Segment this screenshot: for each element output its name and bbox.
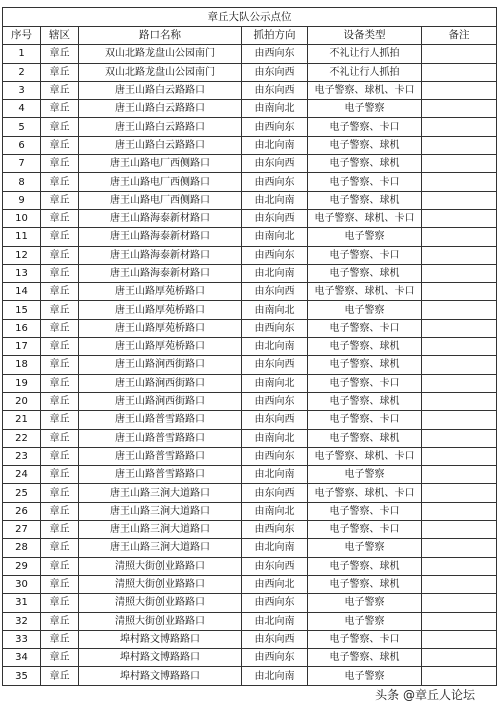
cell-intersection: 唐王山路白云路路口 xyxy=(79,81,242,99)
cell-index: 10 xyxy=(3,209,41,227)
cell-district: 章丘 xyxy=(41,100,79,118)
table-row xyxy=(3,191,497,209)
cell-remarks xyxy=(422,612,497,630)
cell-direction: 由南向北 xyxy=(242,100,308,118)
cell-remarks xyxy=(422,557,497,575)
cell-direction: 由南向北 xyxy=(242,228,308,246)
cell-index: 35 xyxy=(3,667,41,685)
cell-device-type: 电子警察 xyxy=(308,100,422,118)
cell-device-type: 电子警察、球机 xyxy=(308,649,422,667)
cell-remarks xyxy=(422,594,497,612)
cell-district: 章丘 xyxy=(41,63,79,81)
table-row xyxy=(3,466,497,484)
cell-device-type: 电子警察、卡口 xyxy=(308,411,422,429)
cell-device-type: 电子警察 xyxy=(308,228,422,246)
cell-intersection: 唐王山路海泰新材路口 xyxy=(79,209,242,227)
cell-device-type: 电子警察、卡口 xyxy=(308,173,422,191)
cell-direction: 由东向西 xyxy=(242,356,308,374)
table-title: 章丘大队公示点位 xyxy=(3,8,497,27)
cell-remarks xyxy=(422,246,497,264)
cell-index: 20 xyxy=(3,392,41,410)
table-row xyxy=(3,447,497,465)
cell-index: 13 xyxy=(3,264,41,282)
table-row xyxy=(3,612,497,630)
cell-intersection: 唐王山路白云路路口 xyxy=(79,136,242,154)
cell-district: 章丘 xyxy=(41,283,79,301)
cell-district: 章丘 xyxy=(41,338,79,356)
cell-district: 章丘 xyxy=(41,594,79,612)
cell-intersection: 埠村路文博路路口 xyxy=(79,649,242,667)
cell-device-type: 电子警察、球机、卡口 xyxy=(308,81,422,99)
cell-device-type: 电子警察、球机、卡口 xyxy=(308,484,422,502)
cell-intersection: 唐王山路普雪路路口 xyxy=(79,429,242,447)
cell-direction: 由南向北 xyxy=(242,502,308,520)
cell-direction: 由西向东 xyxy=(242,173,308,191)
cell-device-type: 电子警察、卡口 xyxy=(308,502,422,520)
cell-district: 章丘 xyxy=(41,45,79,63)
cell-remarks xyxy=(422,521,497,539)
cell-index: 21 xyxy=(3,411,41,429)
table-row xyxy=(3,630,497,648)
cell-intersection: 唐王山路海泰新材路口 xyxy=(79,228,242,246)
cell-device-type: 电子警察、球机 xyxy=(308,155,422,173)
table-row xyxy=(3,45,497,63)
table-row xyxy=(3,173,497,191)
cell-index: 9 xyxy=(3,191,41,209)
cell-direction: 由东向西 xyxy=(242,155,308,173)
cell-district: 章丘 xyxy=(41,392,79,410)
cell-remarks xyxy=(422,155,497,173)
watermark: 头条 @章丘人论坛 xyxy=(371,687,479,703)
cell-index: 7 xyxy=(3,155,41,173)
table-row xyxy=(3,374,497,392)
cell-remarks xyxy=(422,136,497,154)
cell-district: 章丘 xyxy=(41,246,79,264)
cell-intersection: 唐王山路涧西街路口 xyxy=(79,356,242,374)
header-intersection: 路口名称 xyxy=(79,27,242,45)
cell-direction: 由西向北 xyxy=(242,575,308,593)
cell-district: 章丘 xyxy=(41,209,79,227)
table-row xyxy=(3,283,497,301)
cell-district: 章丘 xyxy=(41,447,79,465)
cell-device-type: 电子警察 xyxy=(308,301,422,319)
table-row xyxy=(3,264,497,282)
cell-index: 1 xyxy=(3,45,41,63)
cell-direction: 由东向西 xyxy=(242,81,308,99)
cell-direction: 由东向西 xyxy=(242,283,308,301)
cell-remarks xyxy=(422,45,497,63)
cell-district: 章丘 xyxy=(41,539,79,557)
cell-device-type: 电子警察、球机 xyxy=(308,191,422,209)
cell-district: 章丘 xyxy=(41,228,79,246)
cell-district: 章丘 xyxy=(41,484,79,502)
cell-intersection: 唐王山路白云路路口 xyxy=(79,118,242,136)
cell-device-type: 电子警察、球机 xyxy=(308,264,422,282)
cell-intersection: 唐王山路普雪路路口 xyxy=(79,447,242,465)
cell-index: 29 xyxy=(3,557,41,575)
cell-remarks xyxy=(422,209,497,227)
cell-direction: 由西向东 xyxy=(242,392,308,410)
cell-index: 14 xyxy=(3,283,41,301)
cell-intersection: 唐王山路厚苑桥路口 xyxy=(79,283,242,301)
cell-index: 31 xyxy=(3,594,41,612)
table-row xyxy=(3,209,497,227)
cell-intersection: 唐王山路三涧大道路口 xyxy=(79,539,242,557)
cell-remarks xyxy=(422,173,497,191)
cell-district: 章丘 xyxy=(41,575,79,593)
cell-intersection: 唐王山路厚苑桥路口 xyxy=(79,301,242,319)
cell-index: 27 xyxy=(3,521,41,539)
cell-intersection: 清照大街创业路路口 xyxy=(79,612,242,630)
cell-remarks xyxy=(422,118,497,136)
cell-index: 28 xyxy=(3,539,41,557)
cell-direction: 由西向东 xyxy=(242,246,308,264)
header-district: 辖区 xyxy=(41,27,79,45)
cell-index: 32 xyxy=(3,612,41,630)
cell-district: 章丘 xyxy=(41,557,79,575)
cell-index: 33 xyxy=(3,630,41,648)
cell-direction: 由东向西 xyxy=(242,411,308,429)
cell-intersection: 唐王山路普雪路路口 xyxy=(79,466,242,484)
cell-remarks xyxy=(422,283,497,301)
cell-index: 4 xyxy=(3,100,41,118)
table-row xyxy=(3,246,497,264)
cell-direction: 由北向南 xyxy=(242,667,308,685)
cell-device-type: 电子警察、球机、卡口 xyxy=(308,209,422,227)
cell-district: 章丘 xyxy=(41,191,79,209)
cell-intersection: 埠村路文博路路口 xyxy=(79,630,242,648)
cell-district: 章丘 xyxy=(41,136,79,154)
cell-remarks xyxy=(422,319,497,337)
cell-district: 章丘 xyxy=(41,466,79,484)
cell-direction: 由西向东 xyxy=(242,594,308,612)
cell-district: 章丘 xyxy=(41,264,79,282)
cell-index: 2 xyxy=(3,63,41,81)
cell-device-type: 电子警察、球机 xyxy=(308,557,422,575)
cell-intersection: 唐王山路普雪路路口 xyxy=(79,411,242,429)
cell-district: 章丘 xyxy=(41,502,79,520)
cell-intersection: 唐王山路白云路路口 xyxy=(79,100,242,118)
table-body xyxy=(3,45,497,685)
cell-remarks xyxy=(422,228,497,246)
cell-district: 章丘 xyxy=(41,81,79,99)
table-row xyxy=(3,649,497,667)
cell-remarks xyxy=(422,264,497,282)
cell-index: 5 xyxy=(3,118,41,136)
cell-direction: 由东向西 xyxy=(242,557,308,575)
cell-intersection: 唐王山路电厂西侧路口 xyxy=(79,191,242,209)
cell-intersection: 唐王山路三涧大道路口 xyxy=(79,484,242,502)
cell-district: 章丘 xyxy=(41,356,79,374)
table-row xyxy=(3,575,497,593)
cell-device-type: 电子警察、球机 xyxy=(308,338,422,356)
cell-device-type: 电子警察 xyxy=(308,594,422,612)
table-row xyxy=(3,392,497,410)
cell-direction: 由北向南 xyxy=(242,191,308,209)
cell-index: 24 xyxy=(3,466,41,484)
cell-direction: 由东向西 xyxy=(242,484,308,502)
cell-index: 22 xyxy=(3,429,41,447)
cell-index: 17 xyxy=(3,338,41,356)
header-remarks: 备注 xyxy=(422,27,497,45)
cell-intersection: 埠村路文博路路口 xyxy=(79,667,242,685)
cell-remarks xyxy=(422,575,497,593)
cell-device-type: 电子警察 xyxy=(308,466,422,484)
announcement-sheet xyxy=(2,7,496,686)
camera-locations-table xyxy=(2,7,497,686)
cell-intersection: 清照大街创业路路口 xyxy=(79,575,242,593)
cell-remarks xyxy=(422,539,497,557)
cell-intersection: 唐王山路涧西街路口 xyxy=(79,392,242,410)
cell-direction: 由西向东 xyxy=(242,447,308,465)
cell-device-type: 电子警察 xyxy=(308,539,422,557)
cell-direction: 由西向东 xyxy=(242,521,308,539)
cell-index: 3 xyxy=(3,81,41,99)
cell-direction: 由北向南 xyxy=(242,264,308,282)
cell-remarks xyxy=(422,630,497,648)
cell-remarks xyxy=(422,447,497,465)
cell-district: 章丘 xyxy=(41,374,79,392)
cell-remarks xyxy=(422,502,497,520)
cell-direction: 由北向南 xyxy=(242,466,308,484)
table-row xyxy=(3,228,497,246)
table-row xyxy=(3,667,497,685)
cell-direction: 由北向南 xyxy=(242,136,308,154)
cell-index: 16 xyxy=(3,319,41,337)
table-row xyxy=(3,411,497,429)
table-row xyxy=(3,557,497,575)
cell-index: 8 xyxy=(3,173,41,191)
cell-direction: 由西向东 xyxy=(242,319,308,337)
table-row xyxy=(3,136,497,154)
cell-intersection: 唐王山路电厂西侧路口 xyxy=(79,155,242,173)
cell-direction: 由东向西 xyxy=(242,63,308,81)
cell-remarks xyxy=(422,356,497,374)
table-row xyxy=(3,63,497,81)
cell-direction: 由北向南 xyxy=(242,612,308,630)
header-device-type: 设备类型 xyxy=(308,27,422,45)
cell-intersection: 清照大街创业路路口 xyxy=(79,594,242,612)
cell-intersection: 双山北路龙盘山公园南门 xyxy=(79,45,242,63)
table-row xyxy=(3,301,497,319)
header-direction: 抓拍方向 xyxy=(242,27,308,45)
cell-remarks xyxy=(422,484,497,502)
table-row xyxy=(3,594,497,612)
header-row xyxy=(3,27,497,45)
cell-index: 6 xyxy=(3,136,41,154)
cell-index: 11 xyxy=(3,228,41,246)
cell-remarks xyxy=(422,81,497,99)
cell-device-type: 电子警察、卡口 xyxy=(308,630,422,648)
cell-device-type: 电子警察、卡口 xyxy=(308,319,422,337)
table-row xyxy=(3,539,497,557)
cell-district: 章丘 xyxy=(41,649,79,667)
table-row xyxy=(3,356,497,374)
table-row xyxy=(3,484,497,502)
cell-device-type: 不礼让行人抓拍 xyxy=(308,45,422,63)
table-row xyxy=(3,319,497,337)
table-row xyxy=(3,521,497,539)
table-row xyxy=(3,429,497,447)
cell-intersection: 清照大街创业路路口 xyxy=(79,557,242,575)
cell-remarks xyxy=(422,191,497,209)
cell-remarks xyxy=(422,374,497,392)
cell-device-type: 电子警察、卡口 xyxy=(308,374,422,392)
cell-district: 章丘 xyxy=(41,612,79,630)
cell-remarks xyxy=(422,63,497,81)
table-row xyxy=(3,155,497,173)
cell-direction: 由西向东 xyxy=(242,118,308,136)
cell-index: 19 xyxy=(3,374,41,392)
cell-district: 章丘 xyxy=(41,429,79,447)
cell-remarks xyxy=(422,338,497,356)
cell-device-type: 电子警察、卡口 xyxy=(308,246,422,264)
cell-remarks xyxy=(422,100,497,118)
cell-index: 12 xyxy=(3,246,41,264)
cell-intersection: 唐王山路电厂西侧路口 xyxy=(79,173,242,191)
cell-remarks xyxy=(422,392,497,410)
cell-device-type: 电子警察、卡口 xyxy=(308,118,422,136)
cell-remarks xyxy=(422,301,497,319)
cell-district: 章丘 xyxy=(41,630,79,648)
cell-device-type: 电子警察、球机 xyxy=(308,575,422,593)
cell-direction: 由东向西 xyxy=(242,209,308,227)
cell-district: 章丘 xyxy=(41,667,79,685)
cell-device-type: 电子警察、卡口 xyxy=(308,521,422,539)
cell-direction: 由南向北 xyxy=(242,301,308,319)
cell-direction: 由南向北 xyxy=(242,374,308,392)
cell-direction: 由西向东 xyxy=(242,649,308,667)
cell-district: 章丘 xyxy=(41,521,79,539)
cell-device-type: 不礼让行人抓拍 xyxy=(308,63,422,81)
cell-device-type: 电子警察 xyxy=(308,612,422,630)
cell-device-type: 电子警察、球机 xyxy=(308,392,422,410)
cell-district: 章丘 xyxy=(41,319,79,337)
cell-remarks xyxy=(422,429,497,447)
cell-direction: 由西向东 xyxy=(242,45,308,63)
cell-direction: 由北向南 xyxy=(242,338,308,356)
header-index: 序号 xyxy=(3,27,41,45)
cell-index: 23 xyxy=(3,447,41,465)
cell-district: 章丘 xyxy=(41,173,79,191)
cell-direction: 由南向北 xyxy=(242,429,308,447)
cell-device-type: 电子警察、球机 xyxy=(308,429,422,447)
cell-intersection: 唐王山路三涧大道路口 xyxy=(79,521,242,539)
cell-district: 章丘 xyxy=(41,301,79,319)
cell-index: 18 xyxy=(3,356,41,374)
cell-district: 章丘 xyxy=(41,411,79,429)
table-row xyxy=(3,81,497,99)
cell-district: 章丘 xyxy=(41,155,79,173)
cell-device-type: 电子警察、球机、卡口 xyxy=(308,283,422,301)
cell-index: 25 xyxy=(3,484,41,502)
cell-direction: 由北向南 xyxy=(242,539,308,557)
cell-intersection: 唐王山路厚苑桥路口 xyxy=(79,319,242,337)
cell-intersection: 唐王山路涧西街路口 xyxy=(79,374,242,392)
cell-device-type: 电子警察、球机 xyxy=(308,136,422,154)
cell-remarks xyxy=(422,667,497,685)
cell-device-type: 电子警察、球机 xyxy=(308,356,422,374)
table-row xyxy=(3,118,497,136)
cell-remarks xyxy=(422,649,497,667)
cell-district: 章丘 xyxy=(41,118,79,136)
cell-index: 30 xyxy=(3,575,41,593)
cell-intersection: 唐王山路海泰新材路口 xyxy=(79,246,242,264)
cell-device-type: 电子警察 xyxy=(308,667,422,685)
cell-device-type: 电子警察、球机、卡口 xyxy=(308,447,422,465)
cell-index: 34 xyxy=(3,649,41,667)
cell-intersection: 双山北路龙盘山公园南门 xyxy=(79,63,242,81)
cell-direction: 由东向西 xyxy=(242,630,308,648)
cell-intersection: 唐王山路厚苑桥路口 xyxy=(79,338,242,356)
cell-intersection: 唐王山路三涧大道路口 xyxy=(79,502,242,520)
cell-index: 15 xyxy=(3,301,41,319)
cell-remarks xyxy=(422,411,497,429)
table-row xyxy=(3,338,497,356)
table-row xyxy=(3,502,497,520)
table-row xyxy=(3,100,497,118)
cell-remarks xyxy=(422,466,497,484)
cell-index: 26 xyxy=(3,502,41,520)
cell-intersection: 唐王山路海泰新材路口 xyxy=(79,264,242,282)
